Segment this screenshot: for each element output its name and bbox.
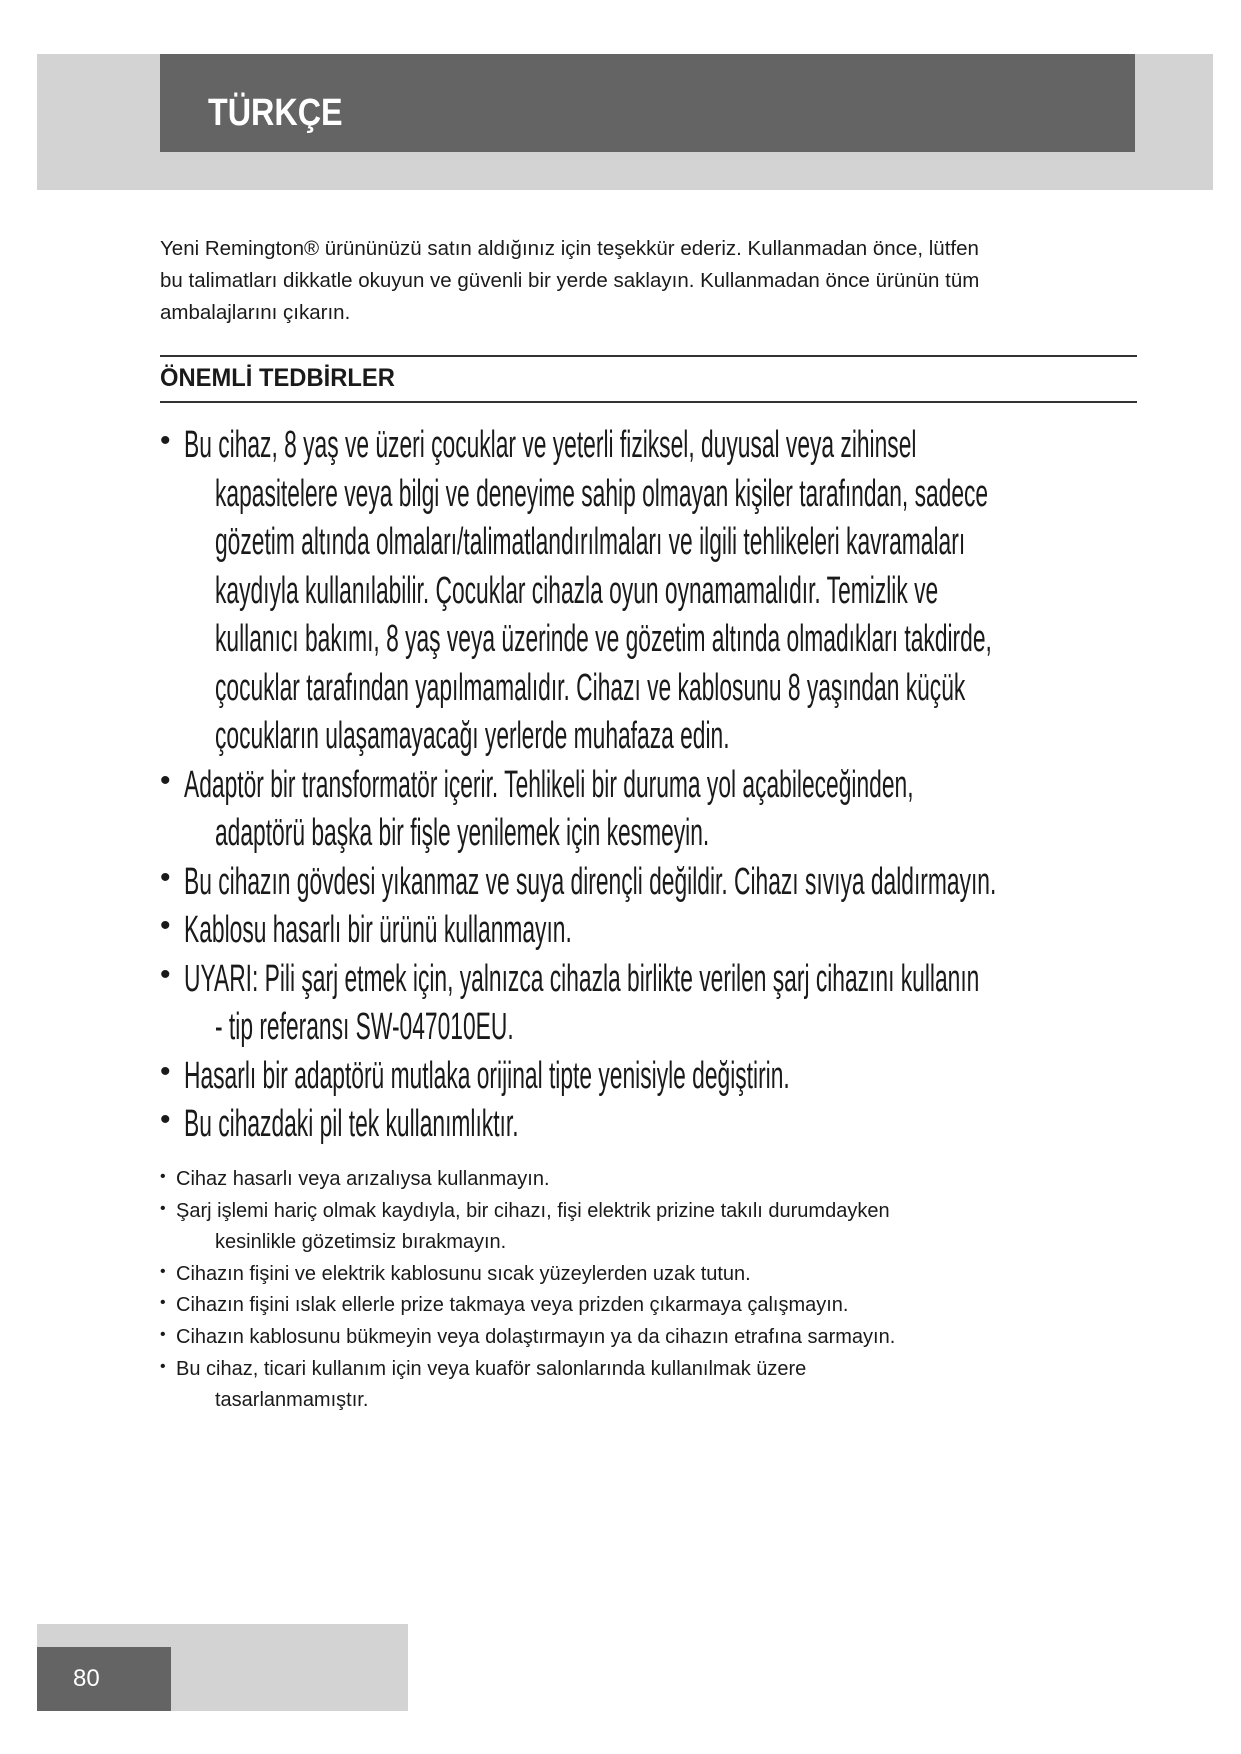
list-item-text: Adaptör bir transformatör içerir. Tehlikeli bir duruma yol açabileceğinden, (184, 763, 914, 806)
list-item-text: Hasarlı bir adaptörü mutlaka orijinal tipte yenisiyle değiştirin. (184, 1054, 790, 1097)
bullet-icon: • (160, 424, 171, 457)
bullet-icon: • (160, 1054, 171, 1088)
list-item-text: kullanıcı bakımı, 8 yaş veya üzerinde ve gözetim altında olmadıkları takdirde, (215, 618, 992, 660)
page-number: 80 (73, 1665, 100, 1692)
bullet-icon: • (160, 1294, 166, 1312)
page-number-box (37, 1647, 171, 1711)
list-item-text: Cihazın fişini ve elektrik kablosunu sıcak yüzeylerden uzak tutun. (176, 1262, 751, 1285)
bullet-icon: • (160, 1357, 166, 1375)
list-item-text: Bu cihaz, 8 yaş ve üzeri çocuklar ve yeterli fiziksel, duyusal veya zihinsel (184, 424, 917, 466)
list-item-text: Bu cihaz, ticari kullanım için veya kuaför salonlarında kullanılmak üzere (176, 1357, 807, 1380)
page-title: TÜRKÇE (208, 92, 343, 134)
intro-line: ambalajlarını çıkarın. (160, 301, 351, 324)
list-item-text: tasarlanmamıştır. (215, 1389, 369, 1412)
list-item-text: adaptörü başka bir fişle yenilemek için kesmeyin. (215, 812, 710, 854)
list-item-text: çocuklar tarafından yapılmamalıdır. Cihazı ve kablosunu 8 yaşından küçük (215, 666, 966, 709)
language-header (160, 54, 1135, 152)
heading-rule-bottom (160, 401, 1137, 403)
section-heading: ÖNEMLİ TEDBİRLER (160, 364, 395, 392)
bullet-icon: • (160, 1262, 166, 1280)
list-item-text: gözetim altında olmaları/talimatlandırılmaları ve ilgili tehlikeleri kavramaları (215, 521, 966, 563)
list-item-text: Bu cihazın gövdesi yıkanmaz ve suya dirençli değildir. Cihazı sıvıya daldırmayın. (184, 860, 997, 903)
intro-line: Yeni Remington® ürününüzü satın aldığınız için teşekkür ederiz. Kullanmadan önce, lütfen (160, 237, 979, 260)
bullet-icon: • (160, 763, 171, 797)
bullet-icon: • (160, 1103, 171, 1136)
list-item-text: Cihazın fişini ıslak ellerle prize takmaya veya prizden çıkarmaya çalışmayın. (176, 1294, 849, 1317)
bullet-icon: • (160, 957, 171, 991)
list-item-text: Şarj işlemi hariç olmak kaydıyla, bir cihazı, fişi elektrik prizine takılı durumdayken (176, 1199, 890, 1222)
intro-line: bu talimatları dikkatle okuyun ve güvenli bir yerde saklayın. Kullanmadan önce ürünün tüm (160, 269, 980, 292)
heading-rule-top (160, 355, 1137, 357)
list-item-text: Cihazın kablosunu bükmeyin veya dolaştırmayın ya da cihazın etrafına sarmayın. (176, 1325, 896, 1348)
bullet-icon: • (160, 1325, 166, 1343)
bullet-icon: • (160, 1199, 166, 1217)
list-item-text: kapasitelere veya bilgi ve deneyime sahip olmayan kişiler tarafından, sadece (215, 472, 989, 515)
list-item-text: Kablosu hasarlı bir ürünü kullanmayın. (184, 909, 572, 951)
list-item-text: Bu cihazdaki pil tek kullanımlıktır. (184, 1103, 519, 1145)
list-item-text: kaydıyla kullanılabilir. Çocuklar cihazla oyun oynamamalıdır. Temizlik ve (215, 569, 939, 612)
list-item-text: UYARI: Pili şarj etmek için, yalnızca cihazla birlikte verilen şarj cihazını kullanın (184, 957, 980, 1000)
bullet-icon: • (160, 1168, 166, 1185)
list-item-text: Cihaz hasarlı veya arızalıysa kullanmayın. (176, 1168, 550, 1190)
bullet-icon: • (160, 860, 171, 894)
list-item-text: çocukların ulaşamayacağı yerlerde muhafaza edin. (215, 715, 730, 757)
list-item-text: - tip referansı SW-047010EU. (215, 1006, 514, 1048)
intro-paragraph (160, 233, 979, 329)
bullet-icon: • (160, 909, 171, 942)
list-item-text: kesinlikle gözetimsiz bırakmayın. (215, 1231, 507, 1254)
